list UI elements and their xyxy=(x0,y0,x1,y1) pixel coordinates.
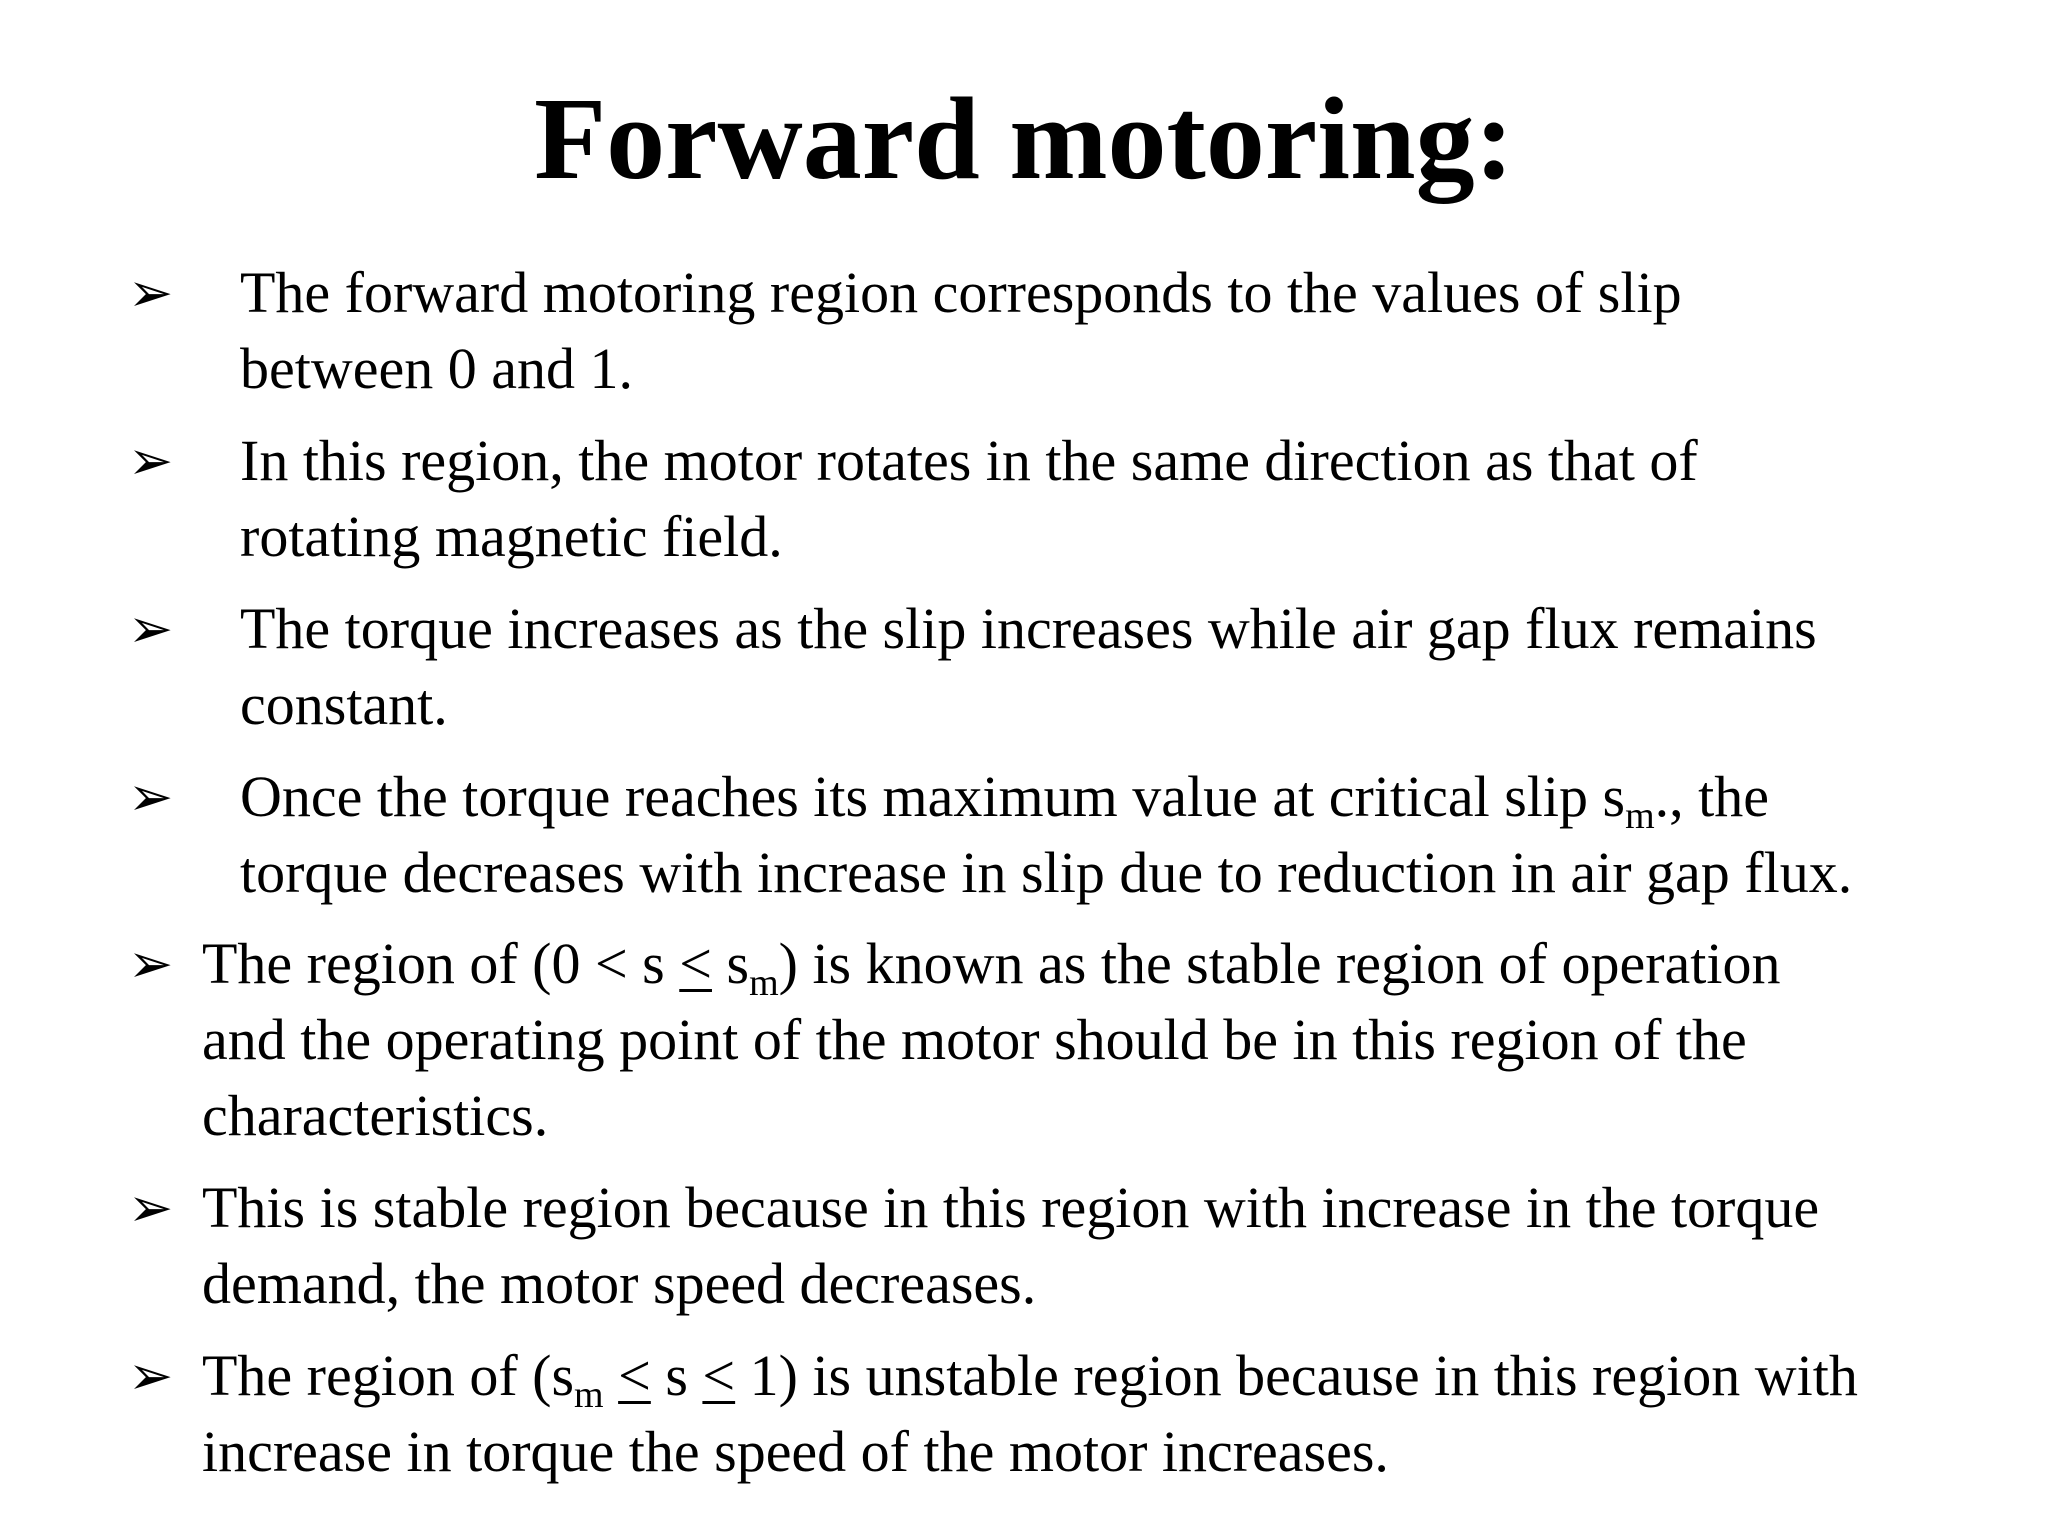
bullet-text-line: and the operating point of the motor should be in this region of the xyxy=(202,1007,1747,1072)
bullet-text-line: In this region, the motor rotates in the same direction as that of xyxy=(240,428,1698,493)
text-run: ., the xyxy=(1654,764,1770,829)
text-run: s xyxy=(711,931,750,996)
text-run: The region of (s xyxy=(202,1343,575,1408)
text-run: Once the torque reaches its maximum value at critical slip s xyxy=(240,764,1626,829)
text-run: s xyxy=(650,1343,703,1408)
slide-title: Forward motoring: xyxy=(534,73,1514,204)
bullet-text-line xyxy=(240,759,1852,835)
bullet-text-line: increase in torque the speed of the motor increases. xyxy=(202,1419,1389,1484)
arrow-bullet-icon: ➢ xyxy=(128,934,174,994)
bullet-item xyxy=(128,423,1698,575)
arrow-bullet-icon: ➢ xyxy=(128,263,174,323)
bullet-item xyxy=(128,1338,1858,1490)
bullet-text-line: between 0 and 1. xyxy=(240,336,633,401)
arrow-bullet-icon: ➢ xyxy=(128,767,174,827)
bullet-item xyxy=(128,591,1817,743)
subscript: m xyxy=(1625,795,1655,837)
bullet-text-line: The torque increases as the slip increases while air gap flux remains xyxy=(240,596,1817,661)
bullet-text-line: demand, the motor speed decreases. xyxy=(202,1251,1037,1316)
bullet-text-line xyxy=(202,1338,1858,1414)
less-equal-symbol: < xyxy=(679,931,712,996)
bullet-text-line: constant. xyxy=(240,672,448,737)
bullet-item xyxy=(128,926,1781,1154)
arrow-bullet-icon: ➢ xyxy=(128,599,174,659)
text-run: 1) is unstable region because in this region with xyxy=(735,1343,1858,1408)
bullet-item xyxy=(128,255,1682,407)
less-equal-symbol: < xyxy=(618,1343,651,1408)
text-run: ) is known as the stable region of operation xyxy=(778,931,1781,996)
subscript: m xyxy=(574,1374,604,1416)
text-run: The region of (0 < s xyxy=(202,931,680,996)
arrow-bullet-icon: ➢ xyxy=(128,1178,174,1238)
bullet-text-line: characteristics. xyxy=(202,1083,549,1148)
bullet-item xyxy=(128,759,1853,911)
bullet-text-line: torque decreases with increase in slip due to reduction in air gap flux. xyxy=(240,840,1853,905)
text-run xyxy=(604,1343,619,1408)
arrow-bullet-icon: ➢ xyxy=(128,1346,174,1406)
less-equal-symbol: < xyxy=(702,1343,736,1408)
bullet-text-line: This is stable region because in this region with increase in the torque xyxy=(202,1175,1820,1240)
bullet-text-line: The forward motoring region corresponds to the values of slip xyxy=(240,260,1682,325)
bullet-text-line xyxy=(202,926,1780,1002)
bullet-item xyxy=(128,1170,1820,1322)
subscript: m xyxy=(749,962,779,1004)
arrow-bullet-icon: ➢ xyxy=(128,431,174,491)
bullet-text-line: rotating magnetic field. xyxy=(240,504,783,569)
